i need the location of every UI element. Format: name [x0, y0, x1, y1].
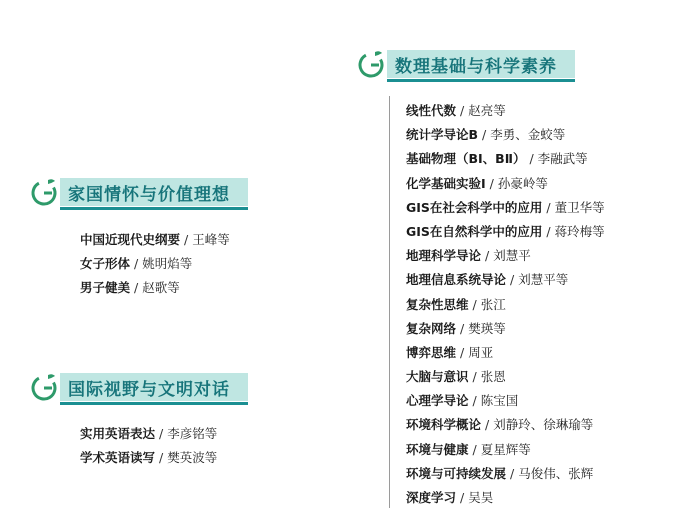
course-name: 深度学习: [406, 490, 457, 505]
course-name: 环境与可持续发展: [406, 465, 507, 481]
course-teacher: 李勇、金蛟等: [490, 127, 566, 143]
course-name: 实用英语表达: [80, 426, 156, 441]
course-teacher: 李融武等: [537, 151, 588, 167]
course-teacher: 姚明焰等: [142, 256, 193, 272]
separator: /: [485, 417, 490, 433]
course-item: [406, 341, 605, 365]
course-item: [406, 317, 605, 341]
separator: /: [472, 369, 477, 385]
course-item: [406, 438, 605, 462]
course-name: 化学基础实验Ⅰ: [406, 175, 486, 191]
course-item: [406, 99, 605, 123]
separator: /: [159, 426, 164, 441]
course-name: GIS在社会科学中的应用: [406, 199, 543, 215]
course-item: [406, 462, 605, 486]
course-name: 男子健美: [80, 280, 131, 296]
section-title-math: 数理基础与科学素养: [387, 50, 575, 78]
course-teacher: 刘慧平等: [518, 272, 569, 288]
course-item: [80, 422, 217, 446]
course-name: 地理科学导论: [406, 248, 482, 264]
course-item: [406, 172, 605, 196]
separator: /: [460, 320, 465, 336]
course-name: 复杂网络: [406, 320, 457, 336]
separator: /: [482, 127, 487, 143]
section-header-math: [357, 49, 575, 79]
course-item: [406, 486, 605, 510]
course-teacher: 张恩: [480, 369, 506, 385]
course-item: [406, 220, 605, 244]
separator: /: [134, 256, 139, 272]
course-name: 线性代数: [406, 103, 457, 118]
course-item: [80, 446, 217, 470]
course-list-math: [406, 99, 605, 510]
course-item: [80, 276, 230, 300]
course-name: 地理信息系统导论: [406, 272, 507, 288]
section-header-patriotism: [30, 177, 248, 207]
separator: /: [159, 450, 164, 466]
course-teacher: 陈宝国: [480, 393, 519, 409]
course-teacher: 张江: [480, 296, 506, 312]
course-name: 统计学导论B: [406, 127, 479, 143]
g-logo-icon: [30, 177, 60, 207]
course-teacher: 赵亮等: [468, 103, 506, 118]
divider-line: [389, 96, 390, 508]
separator: /: [460, 103, 465, 118]
course-item: [406, 293, 605, 317]
separator: /: [184, 232, 189, 247]
course-item: [406, 123, 605, 147]
course-item: [406, 365, 605, 389]
separator: /: [546, 199, 551, 215]
course-teacher: 马俊伟、张辉: [518, 465, 594, 481]
course-name: 女子形体: [80, 256, 131, 272]
section-header-global: [30, 372, 248, 402]
course-item: [406, 413, 605, 437]
course-teacher: 董卫华等: [554, 199, 605, 215]
section-title-patriotism: 家国情怀与价值理想: [60, 178, 248, 206]
g-logo-icon: [30, 372, 60, 402]
course-name: 环境科学概论: [406, 417, 482, 433]
separator: /: [529, 151, 534, 167]
separator: /: [510, 465, 515, 481]
course-item: [406, 268, 605, 292]
separator: /: [460, 490, 465, 505]
separator: /: [485, 248, 490, 264]
course-item: [406, 389, 605, 413]
course-name: 大脑与意识: [406, 369, 469, 385]
g-logo-icon: [357, 49, 387, 79]
separator: /: [489, 175, 494, 191]
course-teacher: 吴昊: [468, 490, 494, 505]
course-teacher: 樊瑛等: [468, 320, 506, 336]
course-item: [406, 244, 605, 268]
separator: /: [134, 280, 139, 296]
course-teacher: 周亚: [468, 344, 494, 360]
course-teacher: 夏星辉等: [480, 441, 531, 457]
course-name: 心理学导论: [406, 393, 469, 409]
section-title-global: 国际视野与文明对话: [60, 373, 248, 401]
course-name: 博弈思维: [406, 344, 457, 360]
course-item: [406, 196, 605, 220]
course-name: 复杂性思维: [406, 296, 469, 312]
separator: /: [472, 441, 477, 457]
separator: /: [546, 223, 551, 239]
course-teacher: 孙豪岭等: [497, 175, 548, 191]
course-name: GIS在自然科学中的应用: [406, 223, 543, 239]
course-teacher: 刘慧平: [493, 248, 531, 264]
separator: /: [460, 344, 465, 360]
course-teacher: 蒋玲梅等: [554, 223, 605, 239]
separator: /: [472, 393, 477, 409]
course-name: 学术英语读写: [80, 450, 156, 466]
separator: /: [510, 272, 515, 288]
course-name: 基础物理（BⅠ、BⅡ）: [406, 151, 526, 167]
course-teacher: 王峰等: [192, 232, 230, 247]
course-list-patriotism: [80, 228, 230, 301]
course-teacher: 李彦铭等: [167, 426, 218, 441]
course-item: [406, 147, 605, 171]
separator: /: [472, 296, 477, 312]
course-item: [80, 252, 230, 276]
course-name: 中国近现代史纲要: [80, 232, 181, 247]
course-teacher: 赵歌等: [142, 280, 180, 296]
course-teacher: 樊英波等: [167, 450, 218, 466]
course-list-global: [80, 422, 217, 470]
course-teacher: 刘静玲、徐琳瑜等: [493, 417, 594, 433]
course-name: 环境与健康: [406, 441, 469, 457]
course-item: [80, 228, 230, 252]
